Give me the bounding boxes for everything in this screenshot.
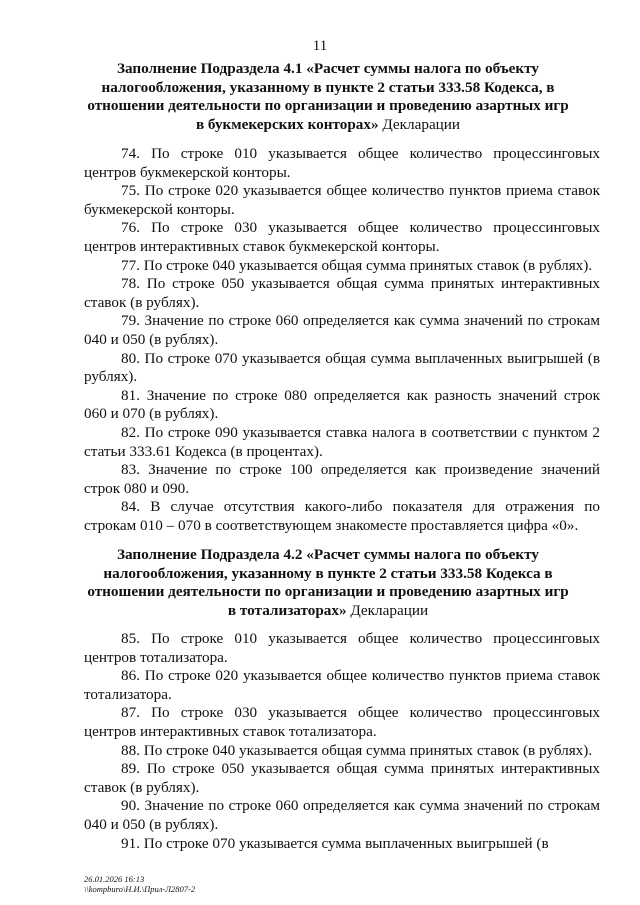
paragraph-84: 84. В случае отсутствия какого-либо показателя для отражения по строкам 010 – 070 в соответствующем знакоместе проставляется цифра «0».	[84, 498, 600, 534]
paragraph-86: 86. По строке 020 указывается общее количество пунктов приема ставок тотализатора.	[84, 667, 600, 703]
section-4-2-heading-bold: Заполнение Подраздела 4.2 «Расчет суммы налога по объекту налогообложения, указанному в пункте 2 статьи 333.58 Кодекса в отношении деятельности по организации и проведению азартных игр в тотализаторах»	[87, 546, 569, 619]
paragraph-85: 85. По строке 010 указывается общее количество процессинговых центров тотализатора.	[84, 630, 600, 666]
paragraph-83: 83. Значение по строке 100 определяется как произведение значений строк 080 и 090.	[84, 461, 600, 497]
paragraph-74: 74. По строке 010 указывается общее количество процессинговых центров букмекерской конторы.	[84, 145, 600, 181]
paragraph-91: 91. По строке 070 указывается сумма выплаченных выигрышей (в	[121, 834, 549, 852]
section-4-1-heading-bold: Заполнение Подраздела 4.1 «Расчет суммы налога по объекту налогообложения, указанному в пункте 2 статьи 333.58 Кодекса, в отношении деятельности по организации и проведению азартных игр в букмекерских конторах»	[87, 60, 569, 133]
paragraph-90: 90. Значение по строке 060 определяется как сумма значений по строкам 040 и 050 (в рублях).	[84, 797, 600, 833]
paragraph-88: 88. По строке 040 указывается общая сумма принятых ставок (в рублях).	[121, 741, 593, 759]
footer-date: 26.01.2026 16:13	[84, 874, 145, 884]
section-4-1-heading-tail: Декларации	[378, 115, 461, 133]
paragraph-76: 76. По строке 030 указывается общее количество процессинговых центров интерактивных ставок букмекерской конторы.	[84, 219, 600, 255]
paragraph-87: 87. По строке 030 указывается общее количество процессинговых центров интерактивных ставок тотализатора.	[84, 704, 600, 740]
section-4-2-paragraphs	[84, 630, 600, 853]
paragraph-77: 77. По строке 040 указывается общая сумма принятых ставок (в рублях).	[121, 256, 593, 274]
paragraph-79: 79. Значение по строке 060 определяется как сумма значений по строкам 040 и 050 (в рублях).	[84, 312, 600, 348]
paragraph-80: 80. По строке 070 указывается общая сумма выплаченных выигрышей (в рублях).	[84, 349, 600, 386]
paragraph-78: 78. По строке 050 указывается общая сумма принятых интерактивных ставок (в рублях).	[84, 275, 600, 311]
paragraph-89: 89. По строке 050 указывается общая сумма принятых интерактивных ставок (в рублях).	[84, 760, 600, 796]
footer-path: \\kompburo\Н.И.\Прил-Л2807-2	[84, 884, 196, 894]
paragraph-81: 81. Значение по строке 080 определяется как разность значений строк 060 и 070 (в рублях).	[84, 386, 600, 423]
section-4-1-heading	[84, 60, 572, 134]
section-4-2-heading-tail: Декларации	[346, 601, 429, 619]
footer	[84, 874, 195, 894]
section-4-2-heading	[84, 546, 572, 620]
paragraph-82: 82. По строке 090 указывается ставка налога в соответствии с пунктом 2 статьи 333.61 Кодекса (в процентах).	[84, 423, 600, 460]
page-number: 11	[312, 38, 328, 54]
paragraph-75: 75. По строке 020 указывается общее количество пунктов приема ставок букмекерской конторы.	[84, 182, 600, 218]
section-4-1-paragraphs	[84, 145, 600, 535]
